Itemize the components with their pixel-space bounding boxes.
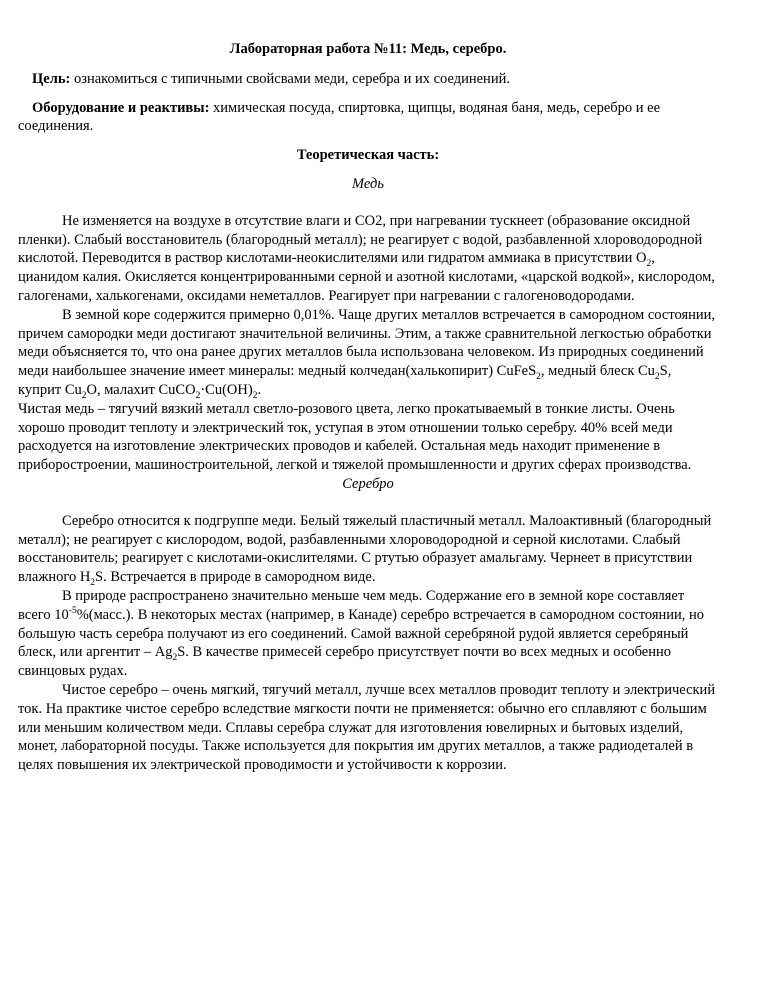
copper-paragraph-3: Чистая медь – тягучий вязкий металл светло-розового цвета, легко прокатываемый в тонкие листы. Очень хорошо проводит теплоту и электрический ток, уступая в этом отношении только серебру. 40% всей меди расходуется на изготовление электрических проводов и кабелей. Остальная медь находит применение в приборостроении, машиностроительной, легкой и тяжелой промышленности и других сферах производства.: [18, 400, 692, 474]
equipment-text: химическая посуда, спиртовка, щипцы, водяная баня, медь, серебро и ее соединения.: [18, 99, 661, 135]
goal-label: Цель:: [32, 70, 71, 87]
copper-paragraph-2: В земной коре содержится примерно 0,01%. Чаще других металлов встречается в самородном состоянии, причем самородки меди достигают значительной величины. Этим, а также сравнительной легкостью обработки меди объясняется то, что она ранее других металлов была использована человеком. Из природных соединений меди наибольшее значение имеет минералы: медный колчедан(халькопирит) CuFeS$_2$, медный блеск $Cu_2S$, куприт $Cu_2O$, малахит $CuCO_2\cdot Cu(OH)_2$.: [18, 306, 716, 401]
silver-paragraph-3: Чистое серебро – очень мягкий, тягучий металл, лучше всех металлов проводит теплоту и электрический ток. На практике чистое серебро вследствие мягкости почти не применяется: обычно его сплавляют с большим или меньшим количеством меди. Сплавы серебра служат для изготовления ювелирных и бытовых изделий, монет, лабораторной посуды. Также используется для покрытия им других металлов, а также радиодеталей в целях повышения их электрической проводимости и устойчивости к коррозии.: [18, 681, 716, 774]
silver-paragraph-1: Серебро относится к подгруппе меди. Белый тяжелый пластичный металл. Малоактивный (благородный металл); не реагирует с кислородом, водой, разбавленными хлороводородной и серной кислотами. Слабый восстановитель; реагирует с кислотами-окислителями. С ртутью образует амальгаму. Чернеет в присутствии влажного $H_2S$. Встречается в природе в самородном виде.: [18, 512, 712, 589]
theory-heading: Теоретическая часть:: [296, 147, 440, 164]
page-title: Лабораторная работа №11: Медь, серебро.: [229, 41, 507, 57]
silver-paragraph-2: В природе распространено значительно меньше чем медь. Содержание его в земной коре составляет всего $10^{-5}\%(масс.)$. В некоторых местах (например, в Канаде) серебро встречается в самородном состоянии, но большую часть серебра получают из его соединений. Самой важной серебряной рудой является серебряный блеск, или аргентит – $Ag_2S$. В качестве примесей серебро присутствует почти во всех медных и особенно свинцовых рудах.: [18, 587, 705, 680]
goal-paragraph: [18, 70, 718, 89]
equipment-paragraph: [18, 99, 718, 137]
goal-text: ознакомиться с типичными свойсвами меди, серебра и их соединений.: [70, 70, 510, 87]
copper-paragraph-1: Не изменяется на воздухе в отсутствие влаги и CO2, при нагревании тускнеет (образование оксидной пленки). Слабый восстановитель (благородный металл); не реагирует с водой, разбавленной хлороводородной кислотой. Переводится в раствор кислотами-неокислителями или гидратом аммиака в присутствии $O_2$, цианидом калия. Окисляется концентрированными серной и азотной кислотами, «царской водкой», кислородом, галогенами, халькогенами, оксидами неметаллов. Реагирует при нагревании с галогеноводородами.: [18, 212, 715, 304]
equipment-label: Оборудование и реактивы:: [32, 99, 210, 116]
silver-heading: Серебро: [342, 475, 394, 492]
document-page: [18, 40, 718, 775]
copper-heading: Медь: [352, 175, 384, 192]
